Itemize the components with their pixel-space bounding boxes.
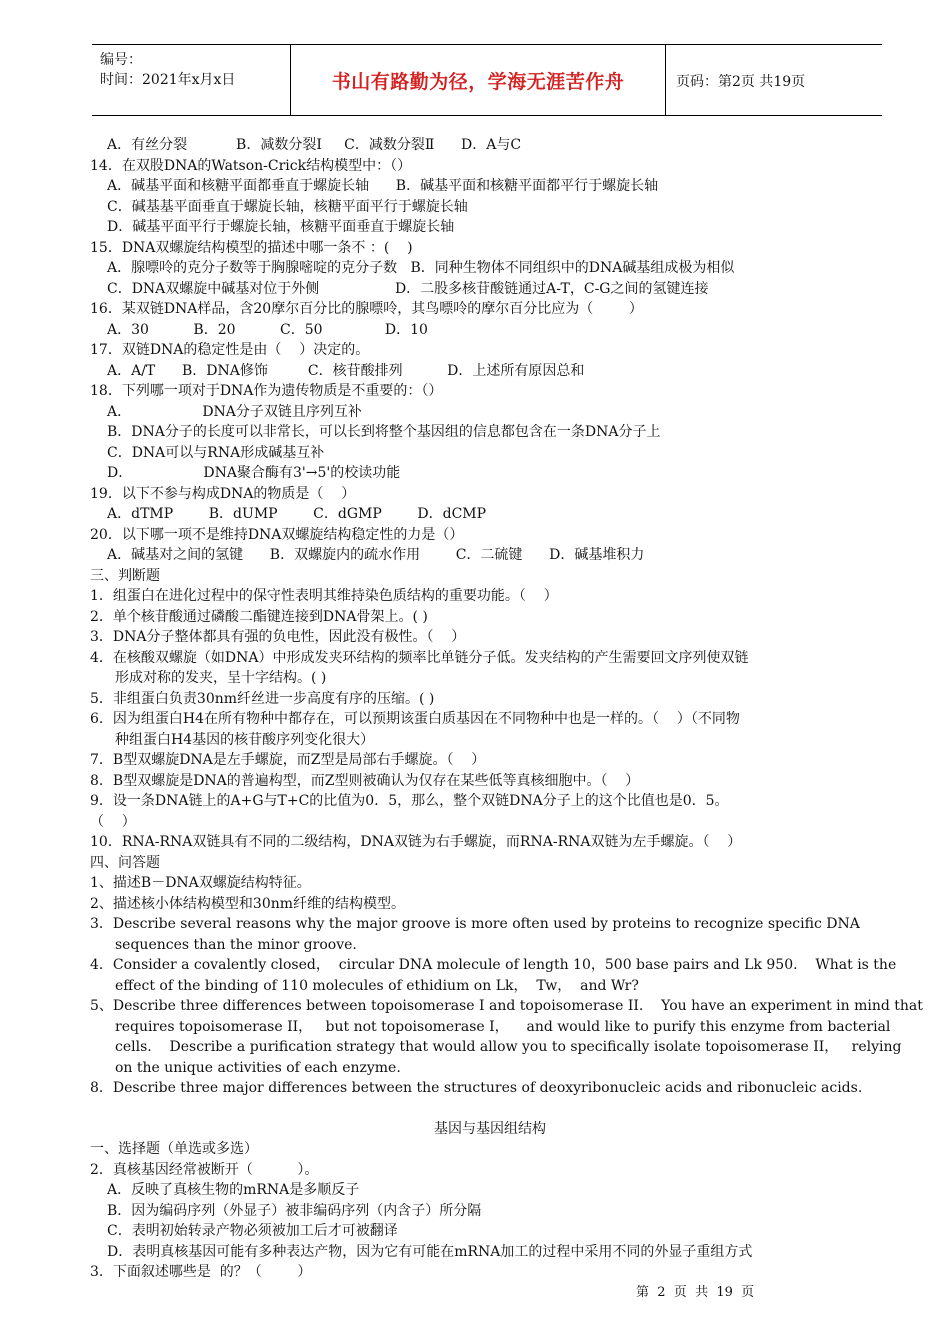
text-line: 1．组蛋白在进化过程中的保守性表明其维持染色质结构的重要功能。（ ）	[90, 588, 558, 604]
text-line: 四、问答题	[90, 854, 160, 871]
text-line: 3．Describe several reasons why the major groove is more often used by proteins to recognize specific DNA	[90, 916, 860, 932]
text-line: A．碱基对之间的氢键 B．双螺旋内的疏水作用 C．二硫键 D．碱基堆积力	[107, 547, 645, 563]
text-line: 2、描述核小体结构模型和30nm纤维的结构模型。	[90, 895, 406, 912]
text-line: on the unique activities of each enzyme.	[115, 1059, 401, 1076]
text-line: 种组蛋白H4基因的核苷酸序列变化很大）	[115, 731, 375, 748]
text-line: A．dTMP B．dUMP C．dGMP D．dCMP	[107, 506, 487, 522]
text-line: 15．DNA双螺旋结构模型的描述中哪一条不 ：( )	[90, 239, 413, 256]
text-line: sequences than the minor groove.	[115, 936, 357, 953]
text-line: A．反映了真核生物的mRNA是多顺反子	[107, 1182, 360, 1198]
text-line: cells. Describe a purification strategy that would allow you to specifically isolate topoisomerase II， relying	[115, 1039, 902, 1055]
page-footer: 第 2 页 共 19 页	[636, 1285, 755, 1300]
header-page-cell	[666, 45, 882, 115]
text-line: 8．Describe three major differences between the structures of deoxyribonucleic acids and ribonucleic acids.	[90, 1080, 863, 1096]
motto: 书山有路勤为径，学海无涯苦作舟	[331, 71, 625, 93]
page-header	[92, 44, 882, 116]
text-line: requires topoisomerase II， but not topoisomerase I， and would like to purify this enzyme from bacterial	[115, 1018, 891, 1035]
document-body	[90, 135, 923, 1283]
text-line: C．碱基基平面垂直于螺旋长轴，核糖平面平行于螺旋长轴	[107, 198, 468, 215]
header-meta-cell	[92, 45, 291, 115]
text-line: B．因为编码序列（外显子）被非编码序列（内含子）所分隔	[107, 1202, 482, 1219]
text-line: 9．设一条DNA链上的A+G与T+C的比值为0．5，那么，整个双链DNA分子上的这个比值也是0．5。	[90, 793, 729, 809]
text-line: 17．双链DNA的稳定性是由（ ）决定的。	[90, 342, 370, 358]
text-line: effect of the binding of 110 molecules of ethidium on Lk， Tw， and Wr?	[115, 977, 639, 994]
text-line: C．DNA双螺旋中碱基对位于外侧 D．二股多核苷酸链通过A-T，C-G之间的氢键连接	[107, 280, 709, 297]
text-line: 4．Consider a covalently closed， circular DNA molecule of length 10，500 base pairs and Lk 950. What is the	[90, 957, 897, 973]
text-line: 20．以下哪一项不是维持DNA双螺旋结构稳定性的力是（）	[90, 526, 464, 543]
text-line: 16．某双链DNA样品，含20摩尔百分比的腺嘌呤，其鸟嘌呤的摩尔百分比应为（ ）	[90, 301, 643, 317]
text-line: 5．非组蛋白负责30nm纤丝进一步高度有序的压缩。( )	[90, 690, 435, 707]
text-line: 三、判断题	[90, 567, 160, 584]
text-line: A．有丝分裂 B．减数分裂Ⅰ C．减数分裂Ⅱ D．A与C	[107, 137, 522, 153]
page-info: 页码：第2页 共19页	[676, 74, 806, 90]
text-line: 形成对称的发夹，呈十字结构。( )	[115, 670, 327, 686]
text-line: 基因与基因组结构	[434, 1120, 546, 1137]
text-line: 5、Describe three differences between topoisomerase I and topoisomerase II. You have an experiment in mind that	[90, 998, 923, 1014]
text-line: 3．下面叙述哪些是 的？（ ）	[90, 1264, 312, 1280]
text-line: 1、描述B－DNA双螺旋结构特征。	[90, 875, 311, 891]
text-line: 19．以下不参与构成DNA的物质是（ ）	[90, 485, 356, 502]
serial-label: 编号：	[100, 52, 142, 68]
header-motto-cell	[291, 45, 666, 115]
text-line: 2．真核基因经常被断开（ ）。	[90, 1161, 319, 1178]
text-line: 6．因为组蛋白H4在所有物种中都存在，可以预期该蛋白质基因在不同物种中也是一样的。（ ）（不同物	[90, 711, 740, 727]
text-line: A．A/T B．DNA修饰 C．核苷酸排列 D．上述所有原因总和	[107, 362, 585, 379]
text-line: 10．RNA-RNA双链具有不同的二级结构，DNA双链为右手螺旋，而RNA-RNA双链为左手螺旋。（ ）	[90, 834, 742, 850]
text-line: 3．DNA分子整体都具有强的负电性，因此没有极性。（ ）	[90, 629, 466, 645]
text-line: （ ）	[90, 813, 136, 830]
text-line: C．表明初始转录产物必须被加工后才可被翻译	[107, 1223, 398, 1239]
text-line: 18．下列哪一项对于DNA作为遗传物质是不重要的：（）	[90, 383, 443, 399]
text-line: B．DNA分子的长度可以非常长，可以长到将整个基因组的信息都包含在一条DNA分子上	[107, 424, 661, 440]
text-line: D．碱基平面平行于螺旋长轴，核糖平面垂直于螺旋长轴	[107, 219, 455, 235]
text-line: C．DNA可以与RNA形成碱基互补	[107, 444, 325, 461]
text-line: 7．B型双螺旋DNA是左手螺旋，而Z型是局部右手螺旋。（ ）	[90, 752, 486, 768]
text-line: 14．在双股DNA的Watson-Crick结构模型中：（）	[90, 157, 412, 174]
text-line: A．腺嘌呤的克分子数等于胸腺嘧啶的克分子数 B．同种生物体不同组织中的DNA碱基组成极为相似	[107, 260, 735, 276]
time-label: 时间：2021年x月x日	[100, 72, 236, 88]
text-line: 4．在核酸双螺旋（如DNA）中形成发夹环结构的频率比单链分子低。发夹结构的产生需要回文序列使双链	[90, 649, 749, 666]
text-line: D． DNA聚合酶有3'→5'的校读功能	[107, 465, 401, 481]
text-line: A． DNA分子双链且序列互补	[107, 403, 362, 420]
spacer	[90, 1099, 890, 1119]
text-line: 一、选择题（单选或多选）	[90, 1141, 258, 1157]
text-line: 2．单个核苷酸通过磷酸二酯键连接到DNA骨架上。( )	[90, 608, 428, 625]
text-line: 8．B型双螺旋是DNA的普遍构型，而Z型则被确认为仅存在某些低等真核细胞中。（ ）	[90, 772, 640, 789]
text-line: D．表明真核基因可能有多种表达产物，因为它有可能在mRNA加工的过程中采用不同的外显子重组方式	[107, 1243, 753, 1260]
text-line: A．30 B．20 C．50 D．10	[107, 321, 428, 338]
text-line: A．碱基平面和核糖平面都垂直于螺旋长轴 B．碱基平面和核糖平面都平行于螺旋长轴	[107, 178, 659, 194]
